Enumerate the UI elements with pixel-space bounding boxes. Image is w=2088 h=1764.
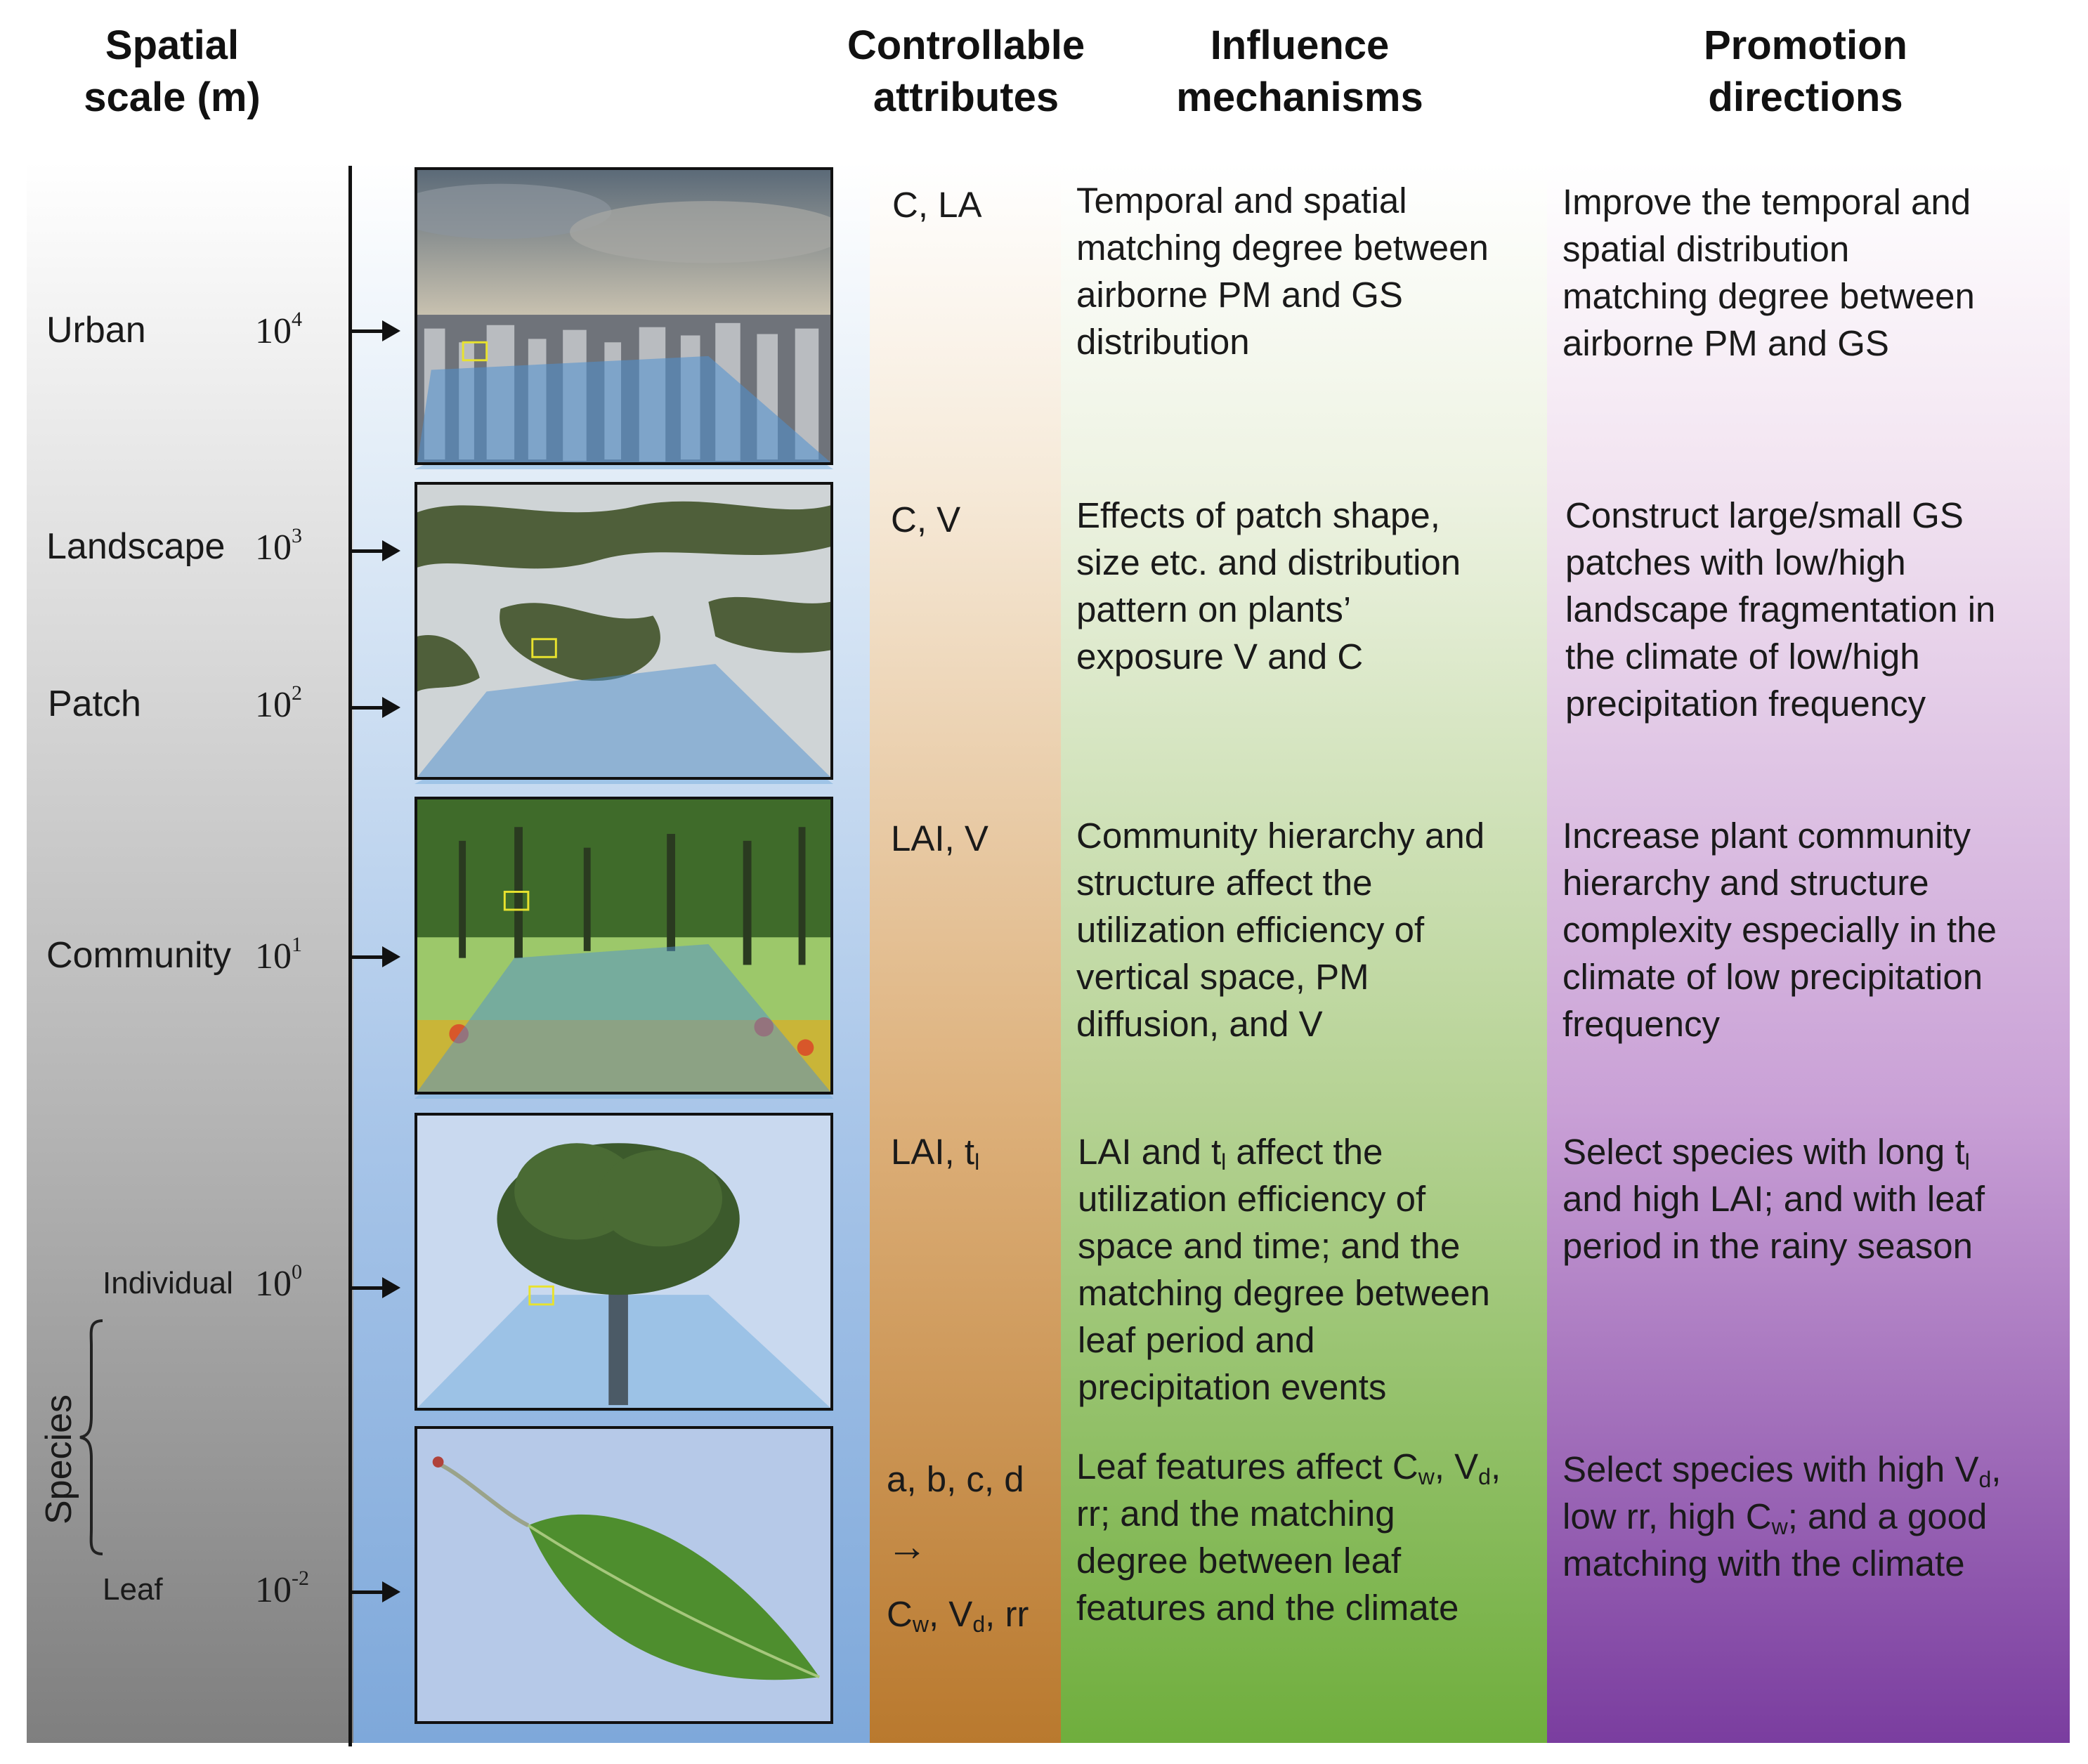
text-subscript: l: [1221, 1149, 1227, 1175]
text-line: landscape fragmentation in: [1565, 589, 1996, 629]
text-line: precipitation frequency: [1565, 684, 1926, 724]
header-line: Controllable: [847, 22, 1085, 68]
promotion-row-4: [1562, 1128, 1985, 1269]
text-line: utilization efficiency of: [1076, 910, 1425, 950]
attr-row-2: C, V: [891, 499, 961, 540]
text-line: distribution: [1076, 322, 1250, 362]
scale-label-landscape: Landscape: [46, 526, 226, 567]
text-line: climate of low precipitation: [1562, 957, 1983, 997]
attr-subscript: l: [974, 1149, 980, 1175]
text-line: space and time; and the: [1078, 1226, 1461, 1266]
power-base: 10: [255, 936, 292, 976]
text-line: patches with low/high: [1565, 542, 1906, 582]
power-base: 10: [255, 685, 292, 725]
scale-label-leaf: Leaf: [103, 1572, 163, 1607]
text-line: frequency: [1562, 1004, 1720, 1044]
header-line: scale (m): [84, 74, 261, 120]
text-line: Improve the temporal and: [1562, 182, 1971, 222]
text-subscript: w: [1418, 1464, 1435, 1489]
text-part: ; and a good: [1787, 1496, 1988, 1536]
text-line: [1078, 1128, 1490, 1175]
text-line: Construct large/small GS: [1565, 495, 1964, 535]
mechanism-row-4: [1078, 1128, 1490, 1411]
text-subscript: w: [1771, 1514, 1788, 1539]
power-base: 10: [255, 1264, 292, 1304]
text-line: features and the climate: [1076, 1588, 1459, 1628]
landscape-aerial-photo: [415, 482, 833, 780]
text-line: leaf period and: [1078, 1320, 1315, 1360]
text-part: , V: [1434, 1446, 1479, 1487]
text-part: , V: [928, 1594, 973, 1634]
text-line: a, b, c, d: [887, 1459, 1024, 1499]
scale-label-individual: Individual: [103, 1266, 233, 1300]
text-subscript: l: [1964, 1149, 1970, 1175]
text-part: Leaf features affect C: [1076, 1446, 1418, 1487]
attr-row-5: [887, 1446, 1029, 1648]
text-line: [1562, 1128, 1985, 1175]
text-line: precipitation events: [1078, 1367, 1387, 1407]
text-line: matching degree between: [1078, 1273, 1490, 1313]
text-part: ,: [1490, 1446, 1501, 1487]
text-line: utilization efficiency of: [1078, 1179, 1426, 1219]
text-part: Select species with high V: [1562, 1449, 1979, 1489]
attr-row-4: [891, 1128, 979, 1175]
text-line: size etc. and distribution: [1076, 542, 1461, 582]
text-line: matching with the climate: [1562, 1543, 1965, 1583]
scale-power-community: [255, 933, 302, 977]
promotion-row-5: [1562, 1446, 2001, 1587]
text-line: matching degree between: [1076, 228, 1489, 268]
text-line: [1562, 1446, 2001, 1493]
header-line: directions: [1708, 74, 1903, 120]
text-line: period in the rainy season: [1562, 1226, 1973, 1266]
text-line: rr; and the matching: [1076, 1494, 1395, 1534]
scale-power-individual: [255, 1260, 302, 1305]
header-line: Influence: [1210, 22, 1390, 68]
text-line: [887, 1581, 1029, 1648]
promotion-row-3: [1562, 812, 1997, 1047]
text-part: low rr, high C: [1562, 1496, 1772, 1536]
power-exponent: 1: [292, 933, 302, 956]
species-label-text: Species: [39, 1394, 79, 1524]
text-part: Select species with long t: [1562, 1132, 1965, 1172]
mechanism-row-5: [1076, 1443, 1501, 1631]
text-line: vertical space, PM: [1076, 957, 1369, 997]
scale-label-urban: Urban: [46, 310, 146, 351]
mechanism-row-1: [1076, 177, 1489, 365]
text-line: airborne PM and GS: [1076, 275, 1403, 315]
scale-power-urban: [255, 308, 302, 352]
header-spatial-scale: [28, 20, 316, 124]
attr-row-3: LAI, V: [891, 818, 988, 858]
mechanism-row-3: [1076, 812, 1485, 1047]
text-line: complexity especially in the: [1562, 910, 1997, 950]
text-subscript: d: [1478, 1464, 1491, 1489]
text-line: Temporal and spatial: [1076, 181, 1407, 221]
header-line: attributes: [873, 74, 1059, 120]
scale-power-leaf: [255, 1567, 309, 1611]
header-influence: [1152, 20, 1447, 124]
scale-label-patch: Patch: [48, 684, 141, 724]
arrow-right-icon: →: [887, 1524, 927, 1569]
text-line: the climate of low/high: [1565, 636, 1920, 677]
promotion-row-2: [1565, 492, 1995, 727]
text-part: affect the: [1226, 1132, 1383, 1172]
text-line: Effects of patch shape,: [1076, 495, 1440, 535]
text-line: structure affect the: [1076, 863, 1373, 903]
text-line: pattern on plants’: [1076, 589, 1352, 629]
power-exponent: 3: [292, 524, 302, 547]
text-line: matching degree between: [1562, 276, 1975, 316]
promotion-row-1: [1562, 178, 1975, 367]
species-label: [24, 1394, 94, 1524]
power-exponent: 4: [292, 308, 302, 331]
power-base: 10: [255, 311, 292, 351]
text-line: Community hierarchy and: [1076, 816, 1485, 856]
scale-power-patch: [255, 681, 302, 726]
text-line: spatial distribution: [1562, 229, 1850, 269]
header-line: mechanisms: [1176, 74, 1423, 120]
power-exponent: 0: [292, 1260, 302, 1283]
power-base: 10: [255, 528, 292, 568]
tree-photo: [415, 1113, 833, 1411]
header-promotion: [1672, 20, 1939, 124]
text-line: exposure V and C: [1076, 636, 1364, 677]
text-part: LAI and t: [1078, 1132, 1222, 1172]
scale-label-community: Community: [46, 935, 231, 976]
park-community-photo: [415, 797, 833, 1095]
text-line: Increase plant community: [1562, 816, 1971, 856]
text-subscript: d: [972, 1612, 986, 1637]
text-part: ,: [1991, 1449, 2002, 1489]
text-subscript: w: [912, 1612, 929, 1637]
header-line: Promotion: [1704, 22, 1907, 68]
text-line: diffusion, and V: [1076, 1004, 1323, 1044]
text-line: degree between leaf: [1076, 1541, 1402, 1581]
text-line: airborne PM and GS: [1562, 323, 1889, 363]
text-part: , rr: [985, 1594, 1029, 1634]
text-line: and high LAI; and with leaf: [1562, 1179, 1985, 1219]
power-exponent: -2: [292, 1567, 309, 1590]
header-controllable: [829, 20, 1103, 124]
attr-row-1: C, LA: [892, 185, 982, 225]
power-exponent: 2: [292, 681, 302, 705]
power-base: 10: [255, 1570, 292, 1610]
text-subscript: d: [1978, 1467, 1992, 1492]
text-line: [1562, 1493, 2001, 1540]
scale-power-landscape: [255, 524, 302, 568]
leaf-photo: [415, 1426, 833, 1724]
text-line: hierarchy and structure: [1562, 863, 1929, 903]
city-photo: [415, 167, 833, 465]
text-part: C: [887, 1594, 913, 1634]
header-line: Spatial: [105, 22, 240, 68]
attr-text: LAI, t: [891, 1132, 975, 1172]
mechanism-row-2: [1076, 492, 1461, 680]
text-line: [1076, 1443, 1501, 1490]
